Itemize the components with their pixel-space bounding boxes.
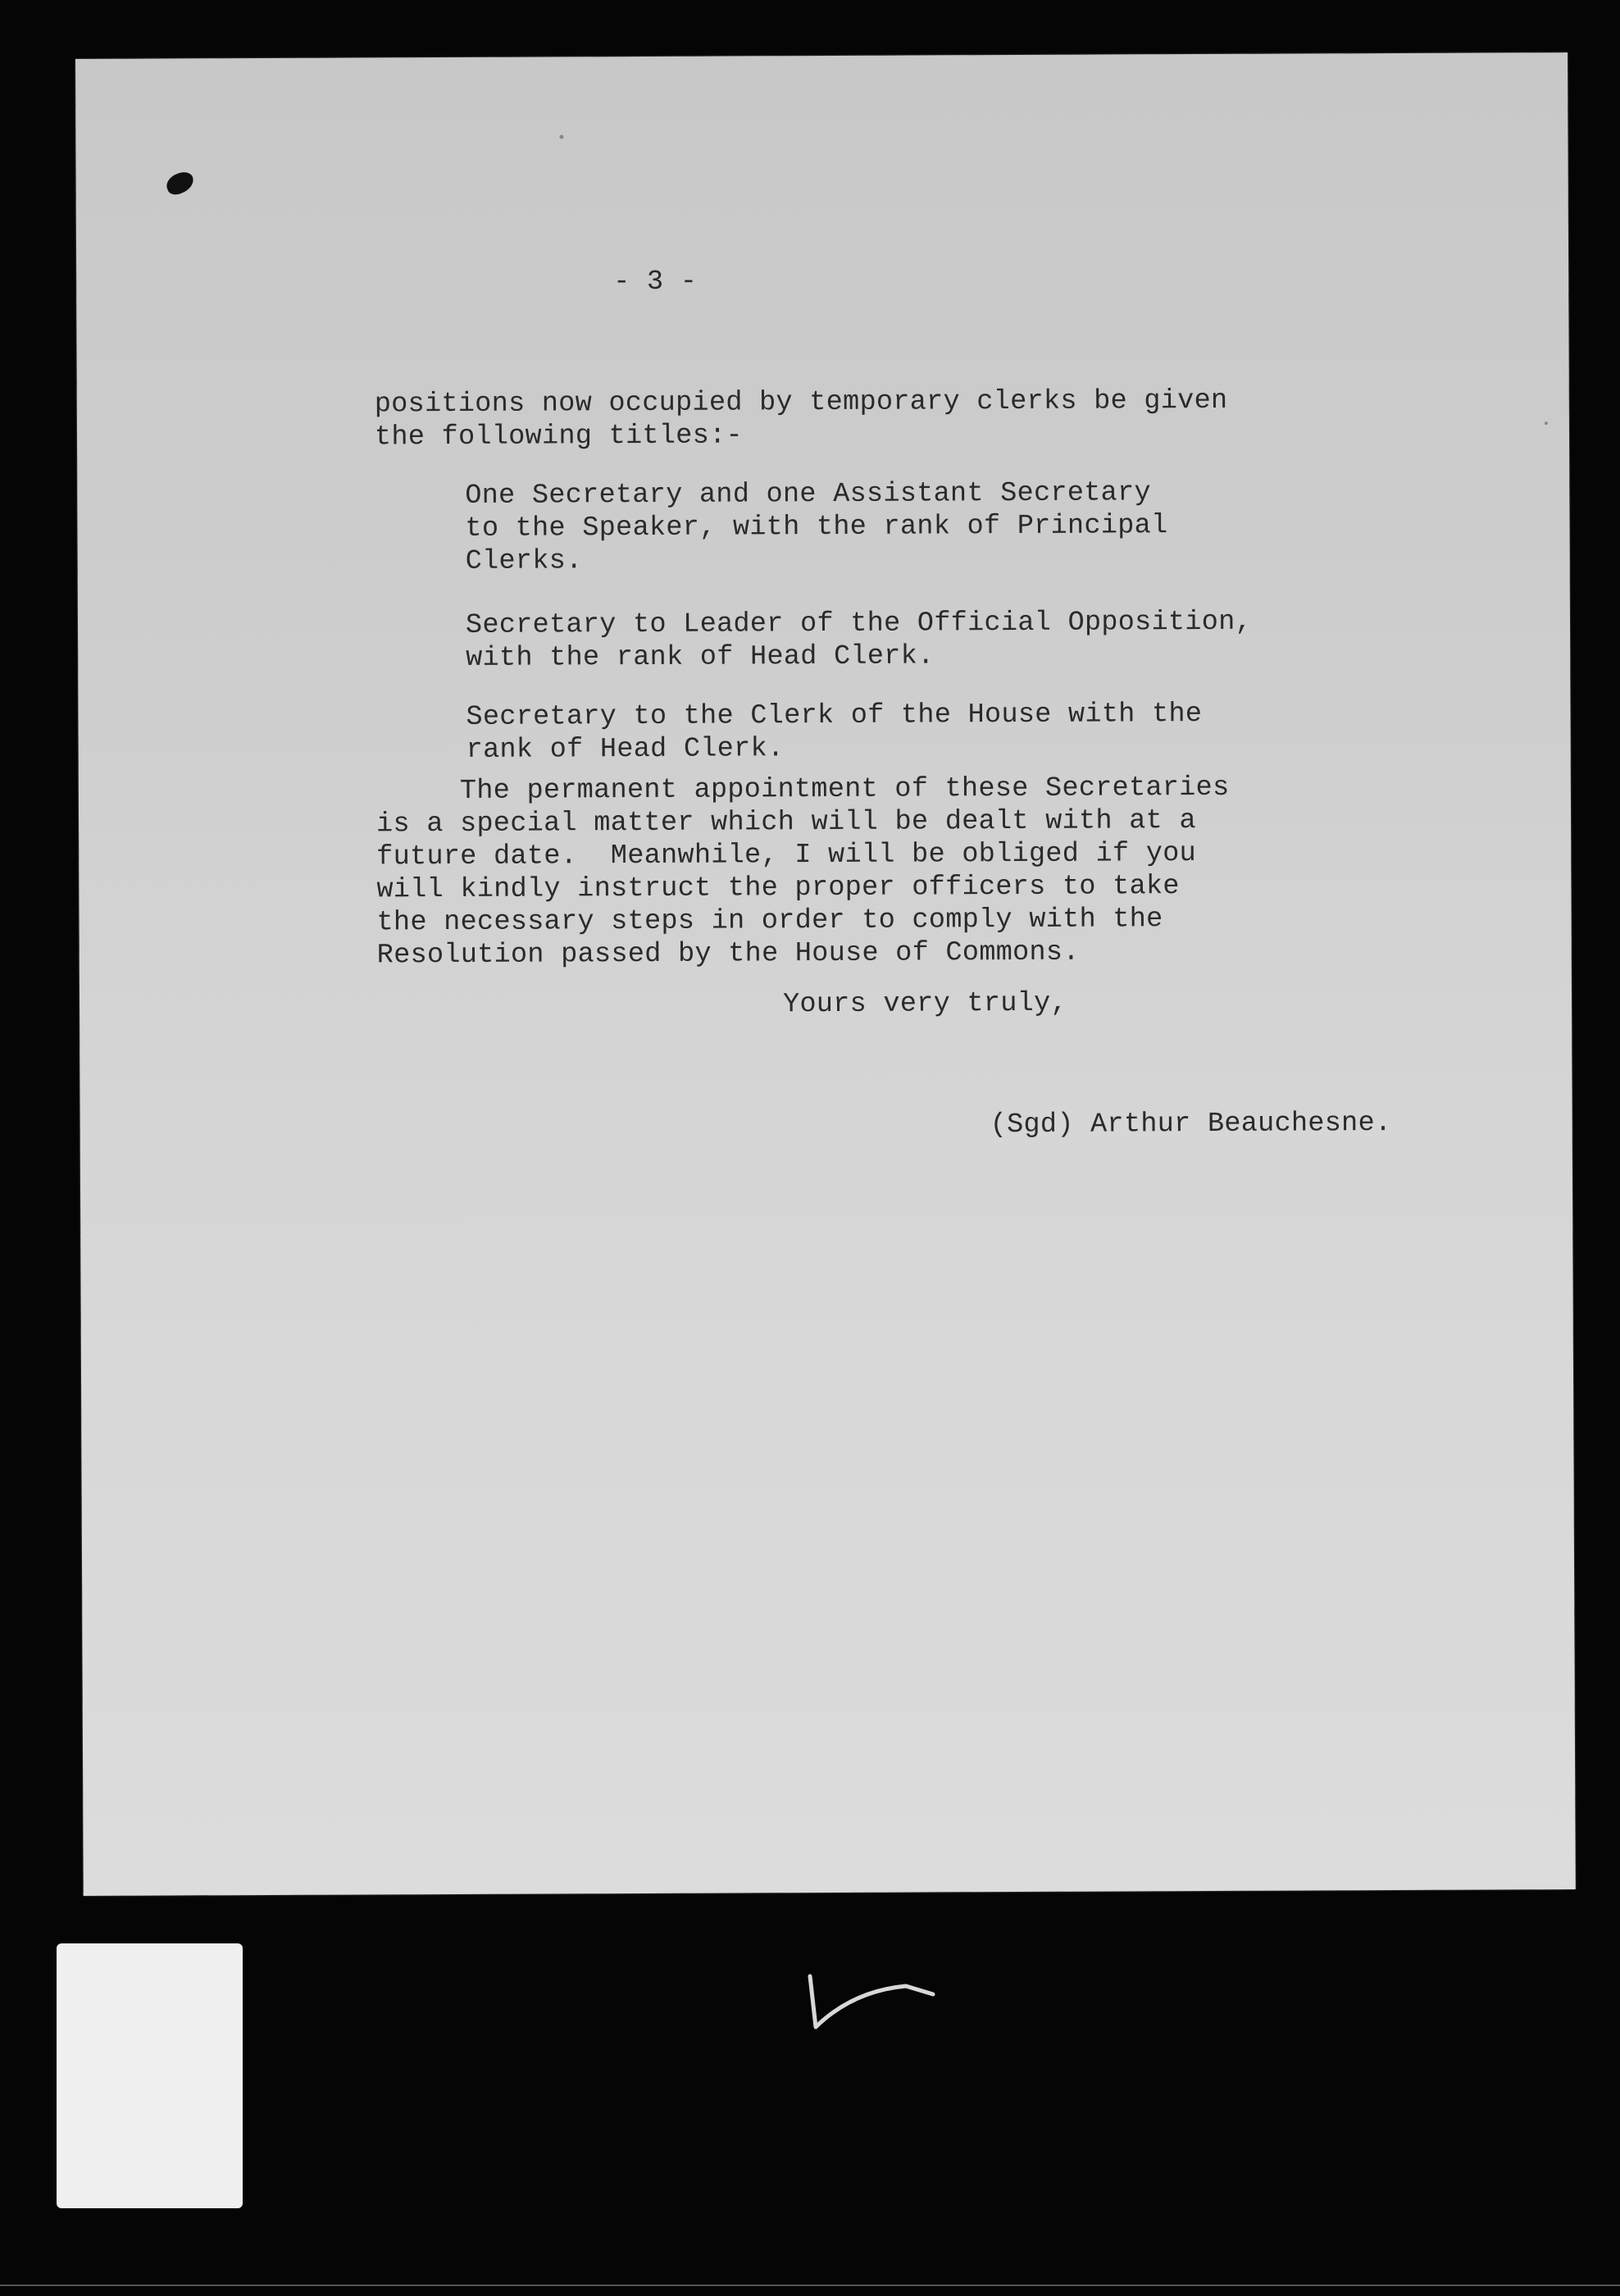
title-line: Secretary to the Clerk of the House with the — [466, 699, 1203, 733]
main-line: The permanent appointment of these Secretaries — [375, 772, 1230, 808]
title-line: Clerks. — [465, 545, 583, 577]
closing-salutation: Yours very truly, — [782, 987, 1067, 1021]
intro-line: positions now occupied by temporary clerks be given — [374, 385, 1228, 421]
scan-edge-line — [0, 2285, 1620, 2286]
page-number: - 3 - — [613, 266, 698, 298]
letter-page — [75, 52, 1576, 1896]
dust-speck — [1545, 421, 1548, 425]
title-item-speaker-secretaries — [465, 476, 1167, 578]
main-line: future date. Meanwhile, I will be obliged if you — [376, 838, 1197, 873]
title-item-opposition-secretary — [466, 606, 1252, 675]
intro-line: the following titles:- — [374, 420, 743, 453]
white-tab-label — [57, 1943, 243, 2208]
main-line: will kindly instruct the proper officers to take — [376, 871, 1180, 906]
title-item-clerk-secretary — [466, 698, 1202, 767]
title-line: with the rank of Head Clerk. — [466, 640, 935, 674]
main-paragraph — [376, 772, 1231, 973]
title-line: One Secretary and one Assistant Secretary — [465, 477, 1151, 512]
signature-line: (Sgd) Arthur Beauchesne. — [990, 1108, 1392, 1141]
title-line: rank of Head Clerk. — [466, 733, 785, 766]
check-mark-icon — [803, 1968, 943, 2042]
main-line: the necessary steps in order to comply with the — [376, 904, 1163, 939]
ink-blot — [164, 169, 197, 197]
main-line: is a special matter which will be dealt with at a — [375, 805, 1196, 840]
main-line: Resolution passed by the House of Commons. — [376, 936, 1080, 972]
title-line: Secretary to Leader of the Official Opposition, — [465, 606, 1253, 641]
title-line: to the Speaker, with the rank of Principal — [465, 510, 1168, 544]
dust-speck — [559, 134, 563, 139]
intro-paragraph — [375, 385, 1228, 454]
